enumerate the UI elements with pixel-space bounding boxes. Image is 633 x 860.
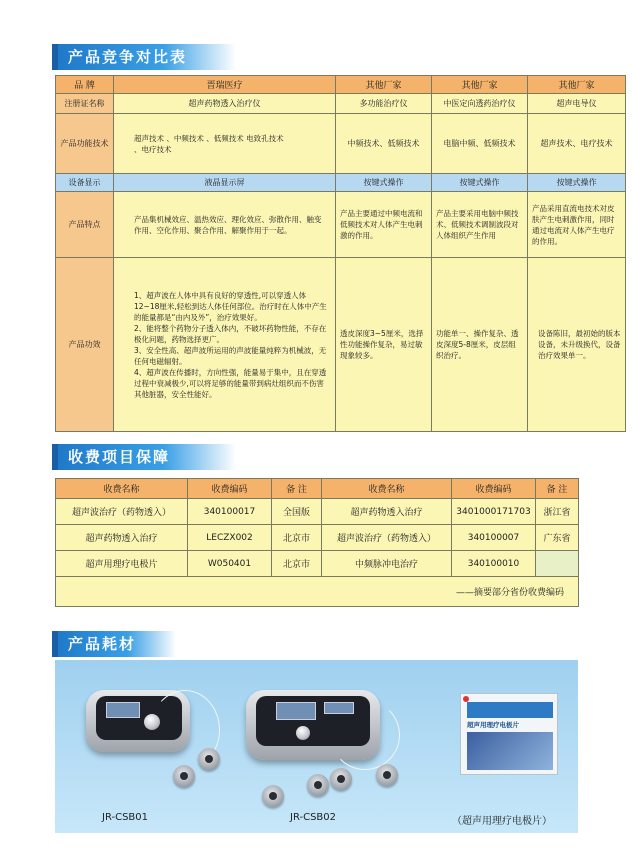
list-item: 1、超声波在人体中具有良好的穿透性,可以穿透人体12~18厘米,轻松到达人体任何部位。治疗时在人体中产生的能量都是“由内及外”，治疗效果好。 [134, 290, 327, 322]
electrode-wire [330, 700, 400, 770]
table-cell: 多功能治疗仪 [336, 94, 432, 114]
efficacy-list [134, 290, 327, 400]
table-cell: 透皮深度3~5厘米，选择性功能操作复杂，易过敏现象较多。 [336, 258, 432, 432]
pack-header-band [467, 702, 553, 718]
header-brand: 品 牌 [56, 76, 114, 94]
table-cell: 北京市 [272, 525, 322, 551]
table-cell: 超声用理疗电极片 [56, 551, 188, 577]
list-item: 2、能将整个药物分子透入体内，不破坏药物性能，不存在极化问题，药物选择更广。 [134, 323, 327, 344]
row-display [56, 174, 626, 192]
table-cell-empty [536, 551, 579, 577]
table-cell: 超声波治疗（药物透入） [56, 499, 188, 525]
table-cell: 北京市 [272, 551, 322, 577]
table-cell: 广东省 [536, 525, 579, 551]
table-cell: 超声技术、电疗技术 [528, 114, 626, 174]
row-efficacy [56, 258, 626, 432]
row-technology [56, 114, 626, 174]
table-row [56, 525, 579, 551]
caption-jr-csb01: JR-CSB01 [102, 812, 149, 823]
fees-footnote-row [56, 577, 579, 607]
electrode-pad [330, 768, 352, 790]
fees-header-row [56, 479, 579, 499]
header-cell: 备 注 [536, 479, 579, 499]
table-cell: 中医定向透药治疗仪 [432, 94, 528, 114]
row-label: 产品功能技术 [56, 114, 114, 174]
table-cell: 340100007 [452, 525, 536, 551]
table-cell: 超声药物透入治疗 [56, 525, 188, 551]
table-cell: 3401000171703 [452, 499, 536, 525]
table-cell: 功能单一、操作复杂、透皮深度5-8厘米，皮层组织治疗。 [432, 258, 528, 432]
electrode-pad [262, 785, 284, 807]
table-cell: 中频技术、低频技术 [336, 114, 432, 174]
header-cell: 收费名称 [322, 479, 452, 499]
header-cell: 收费名称 [56, 479, 188, 499]
electrode-pad [173, 765, 195, 787]
header-cell: 备 注 [272, 479, 322, 499]
efficacy-cell [114, 258, 336, 432]
table-cell: 超声药物透入治疗 [322, 499, 452, 525]
row-label: 设备显示 [56, 174, 114, 192]
list-item: 3、安全性高、超声波所运用的声波能量纯粹为机械波，无任何电磁辐射。 [134, 345, 327, 366]
table-cell: 超声技术 、中频技术 、低频技术 电致孔技术 、电疗技术 [114, 114, 336, 174]
row-label: 注册证名称 [56, 94, 114, 114]
table-cell: 产品集机械效应、温热效应、理化效应、弥散作用、触变作用、空化作用、聚合作用、解聚作用于一起。 [114, 192, 336, 258]
row-label: 产品功效 [56, 258, 114, 432]
header-other-3: 其他厂家 [528, 76, 626, 94]
table-row [56, 551, 579, 577]
fees-section-title: 收费项目保障 [56, 444, 236, 470]
electrode-pad [376, 764, 398, 786]
table-cell: 产品主要通过中频电流和低频技术对人体产生电刺激的作用。 [336, 192, 432, 258]
table-cell: 超声药物透入治疗仪 [114, 94, 336, 114]
table-cell: 按键式操作 [432, 174, 528, 192]
electrode-pad [198, 748, 220, 770]
fees-footnote: ——摘要部分省份收费编码 [56, 577, 579, 607]
table-cell: 浙江省 [536, 499, 579, 525]
table-cell: 产品采用直流电技术对皮肤产生电刺激作用，同时通过电流对人体产生电疗的作用。 [528, 192, 626, 258]
row-features [56, 192, 626, 258]
header-cell: 收费编码 [188, 479, 272, 499]
table-cell: LECZX002 [188, 525, 272, 551]
header-jinrui: 晋瑞医疗 [114, 76, 336, 94]
fees-table [55, 478, 579, 607]
comparison-table [55, 75, 626, 432]
table-cell: 340100010 [452, 551, 536, 577]
caption-jr-csb02: JR-CSB02 [290, 812, 337, 823]
list-item: 4、超声波在传播时，方向性强，能量易于集中，且在穿透过程中衰减极少,可以将足够的能量带到病灶组织而不伤害其他脏器，安全性能好。 [134, 367, 327, 399]
row-label: 产品特点 [56, 192, 114, 258]
table-cell: 按键式操作 [336, 174, 432, 192]
consumables-section-title: 产品耗材 [56, 631, 176, 657]
caption-electrode-pad: （超声用理疗电极片） [452, 816, 552, 827]
header-other-2: 其他厂家 [432, 76, 528, 94]
table-cell: 按键式操作 [528, 174, 626, 192]
table-row [56, 499, 579, 525]
table-cell: 340100017 [188, 499, 272, 525]
comparison-header-row [56, 76, 626, 94]
table-cell: W050401 [188, 551, 272, 577]
table-cell: 超声电导仪 [528, 94, 626, 114]
comparison-section-title: 产品竞争对比表 [56, 44, 236, 70]
header-cell: 收费编码 [452, 479, 536, 499]
table-cell: 设备陈旧，最初始的版本设备，未升级换代，设备治疗效果单一。 [528, 258, 626, 432]
header-other-1: 其他厂家 [336, 76, 432, 94]
electrode-pad [307, 774, 329, 796]
table-cell: 全国版 [272, 499, 322, 525]
electrode-pack-image [460, 693, 558, 775]
table-cell: 液晶显示屏 [114, 174, 336, 192]
table-cell: 产品主要采用电脑中频技术、低频技术调制波段对人体组织产生作用 [432, 192, 528, 258]
pack-illustration [467, 732, 553, 770]
pack-title: 超声用理疗电极片 [467, 721, 519, 729]
table-cell: 电脑中频、低频技术 [432, 114, 528, 174]
table-cell: 中频脉冲电治疗 [322, 551, 452, 577]
row-registration [56, 94, 626, 114]
table-cell: 超声波治疗（药物透入） [322, 525, 452, 551]
